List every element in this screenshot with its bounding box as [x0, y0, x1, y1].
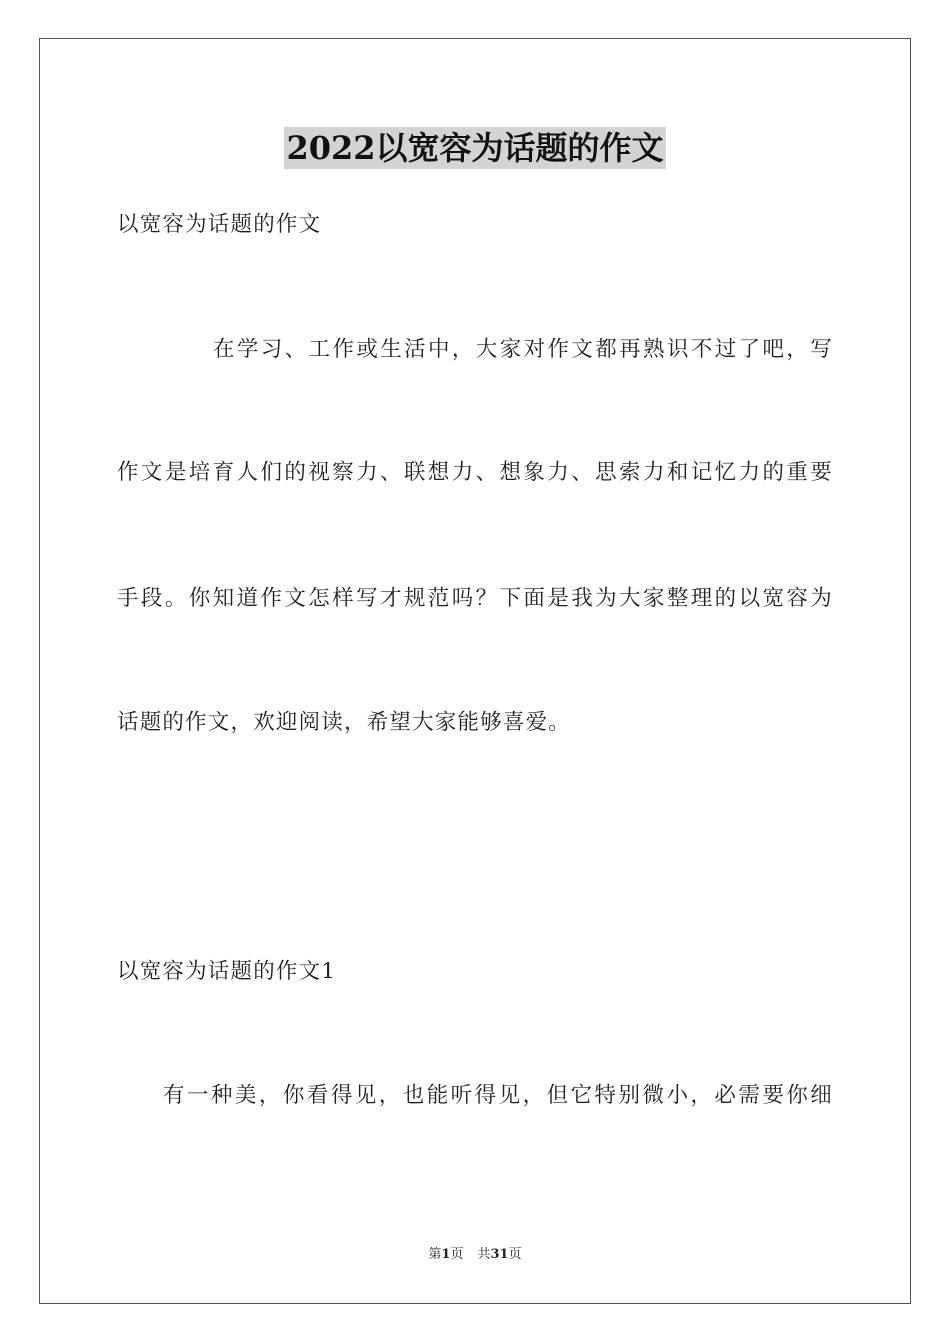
page-suffix: 页: [450, 1247, 464, 1262]
total-prefix: 共: [477, 1247, 491, 1262]
intro-line-1: 在学习、工作或生活中，大家对作文都再熟识不过了吧，写: [213, 337, 833, 362]
total-suffix: 页: [508, 1247, 522, 1262]
page-footer: [0, 1246, 950, 1264]
title-container: [0, 127, 950, 169]
total-page-number: 31: [490, 1247, 509, 1262]
intro-line-3: 手段。你知道作文怎样写才规范吗？下面是我为大家整理的以宽容为: [117, 586, 833, 611]
document-title: 2022以宽容为话题的作文: [286, 129, 664, 167]
intro-line-4: 话题的作文，欢迎阅读，希望大家能够喜爱。: [117, 710, 572, 735]
current-page-number: 1: [441, 1247, 451, 1262]
section-heading: 以宽容为话题的作文1: [117, 959, 337, 984]
page-prefix: 第: [428, 1247, 442, 1262]
body-line-1: 有一种美，你看得见，也能听得见，但它特别微小，必需要你细: [163, 1083, 833, 1108]
document-subtitle: 以宽容为话题的作文: [117, 212, 322, 237]
intro-line-2: 作文是培育人们的视察力、联想力、想象力、思索力和记忆力的重要: [117, 460, 833, 485]
